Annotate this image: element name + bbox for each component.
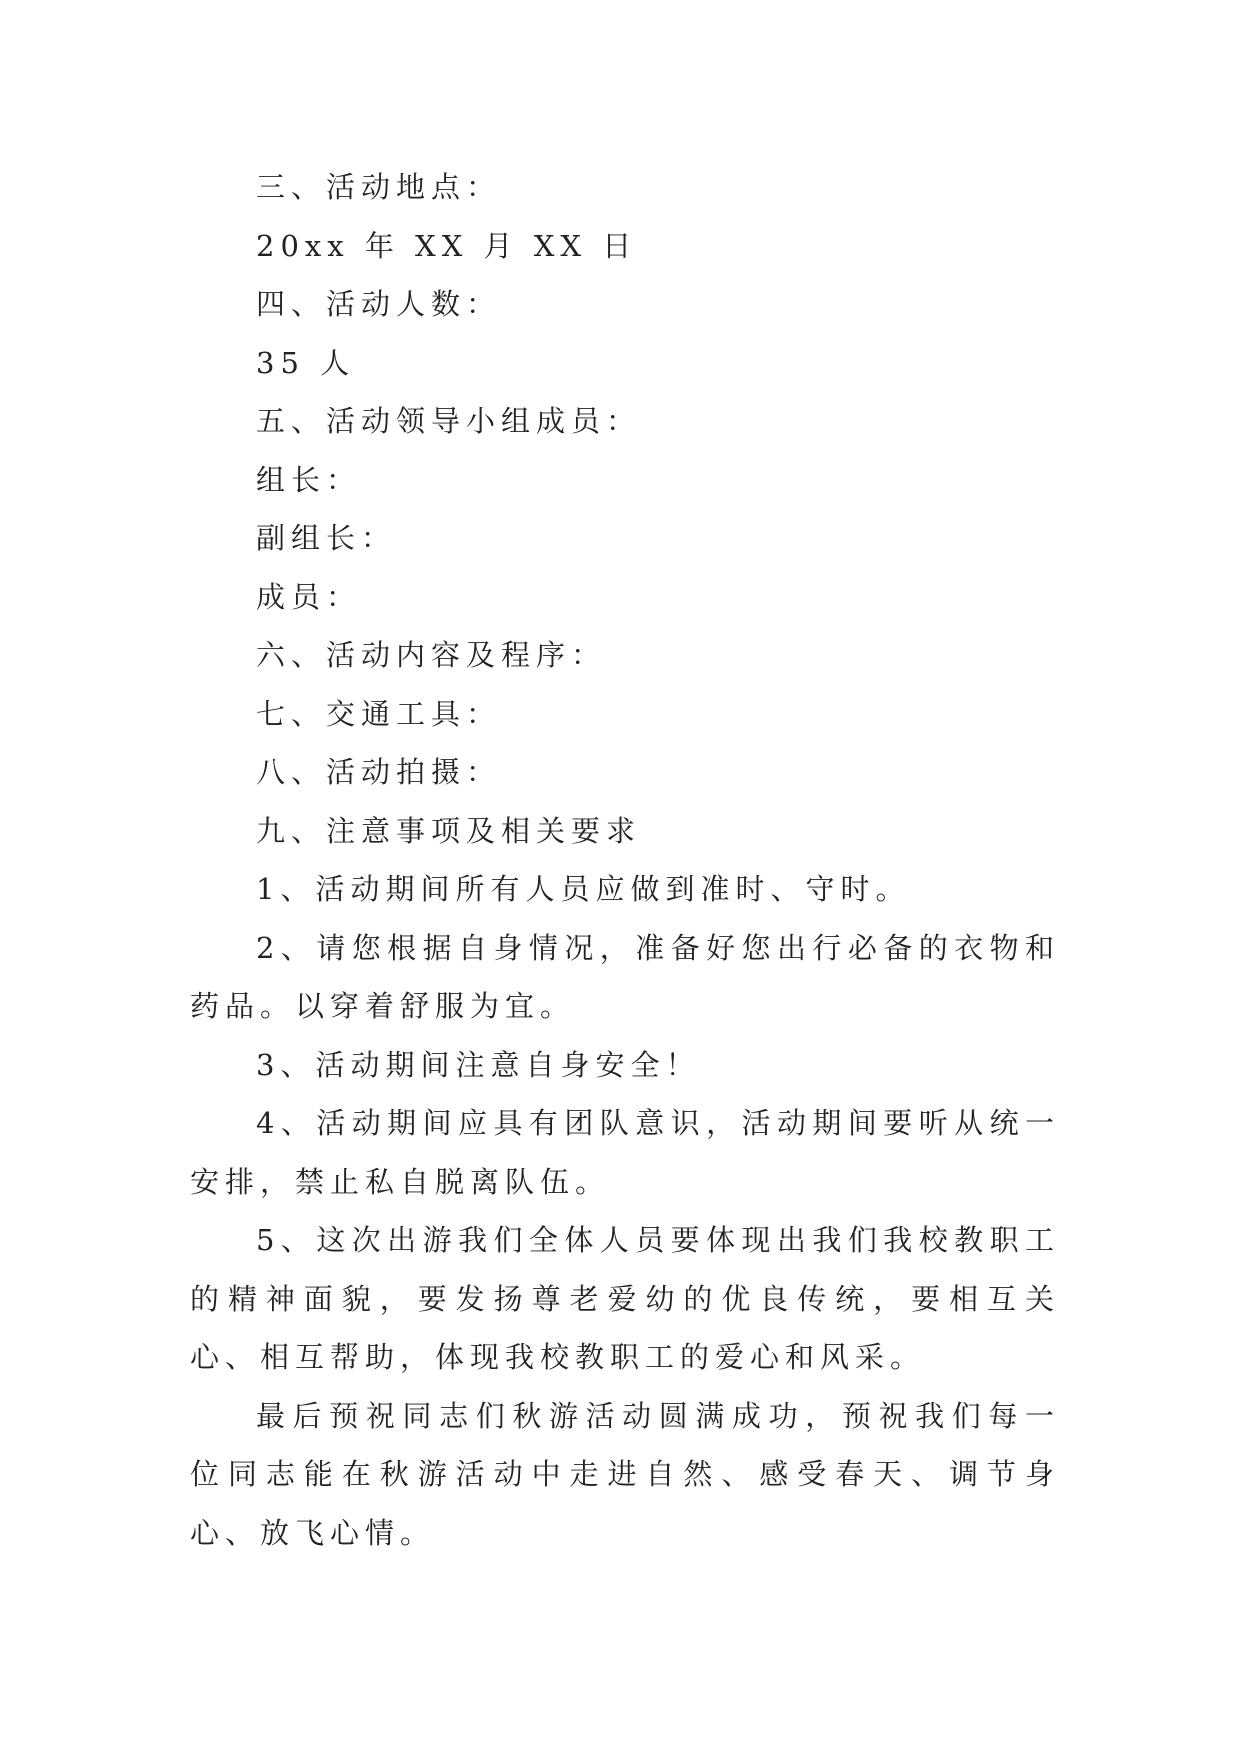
note-item-5: 5、这次出游我们全体人员要体现出我们我校教职工的精神面貌，要发扬尊老爱幼的优良传统，要相互关心、相互帮助，体现我校教职工的爱心和风采。	[190, 1223, 1060, 1374]
note-item-3: 3、活动期间注意自身安全！	[256, 1047, 701, 1082]
note-item-1: 1、活动期间所有人员应做到准时、守时。	[256, 872, 911, 906]
section-heading-location: 三、活动地点：	[256, 170, 502, 204]
section-heading-program: 六、活动内容及程序：	[256, 638, 607, 672]
date-value: 20xx 年 XX 月 XX 日	[256, 228, 638, 263]
deputy-leader-label: 副组长：	[256, 521, 397, 555]
note-item-2: 2、请您根据自身情况，准备好您出行必备的衣物和药品。以穿着舒服为宜。	[190, 930, 1060, 1023]
headcount-value: 35 人	[256, 345, 356, 380]
note-item-4: 4、活动期间应具有团队意识，活动期间要听从统一安排，禁止私自脱离队伍。	[190, 1106, 1060, 1199]
document-body	[190, 158, 1060, 1562]
closing-paragraph: 最后预祝同志们秋游活动圆满成功，预祝我们每一位同志能在秋游活动中走进自然、感受春天、调节身心、放飞心情。	[190, 1398, 1060, 1550]
leader-label: 组长：	[256, 462, 362, 497]
section-heading-leadership: 五、活动领导小组成员：	[256, 404, 642, 438]
section-heading-notes: 九、注意事项及相关要求	[256, 813, 642, 848]
members-label: 成员：	[256, 579, 362, 614]
section-heading-photography: 八、活动拍摄：	[256, 755, 502, 789]
section-heading-transport: 七、交通工具：	[256, 696, 502, 731]
section-heading-headcount: 四、活动人数：	[256, 287, 502, 321]
